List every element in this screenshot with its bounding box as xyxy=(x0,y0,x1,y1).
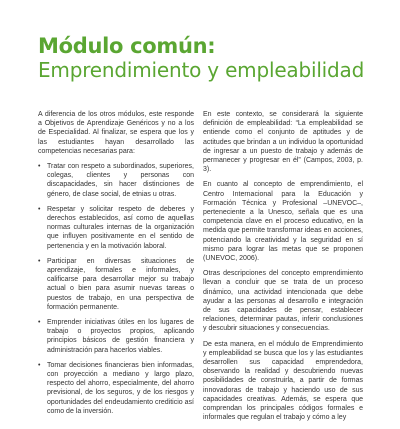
paragraph: En este contexto, se considerará la siguiente definición de empleabilidad: “La empleabilidad se entiende como el conjunto de aptitudes y de actitudes que brindan a un individuo la oportunidad de ingresar a un puesto de trabajo y además de permanecer y progresar en él” (Campos, 2003, p. 3). xyxy=(203,111,363,174)
intro-paragraph: A diferencia de los otros módulos, este responde a Objetivos de Aprendizaje Genéricos y no a los de Especialidad. Al finalizar, se espera que los y las estudiantes hayan desarrollado las competencias necesarias para: xyxy=(38,111,194,155)
paragraph: De esta manera, en el módulo de Emprendimiento y empleabilidad se busca que los y las estudiantes desarrollen sus capacidad emprendedora, observando la realidad y descubriendo nuevas posibilidades de construirla, a partir de formas innovadoras de trabajo y haciendo uso de sus capacidades creativas. Además, se espera que comprendan los principales códigos formales e informales que regulan el trabajo y cómo a ley xyxy=(203,340,363,422)
paragraph: En cuanto al concepto de emprendimiento, el Centro Internacional para la Educación y Formación Técnica y Profesional –UNEVOC–, perteneciente a la Unesco, señala que es una competencia clave en el proceso educativo, en la medida que permite transformar ideas en acciones, potenciando la creatividad y la seguridad en sí mismo para lograr las metas que se proponen (UNEVOC, 2006). xyxy=(203,181,363,263)
paragraph: Otras descripciones del concepto emprendimiento llevan a concluir que se trata de un proceso dinámico, una actividad intencionada que debe ayudar a las personas al desarrollo e integración de sus capacidades de pensar, establecer relaciones, determinar pautas, inferir conclusiones y descubrir situaciones y consecuencias. xyxy=(203,270,363,333)
list-item: • Emprender iniciativas útiles en los lugares de trabajo o proyectos propios, aplicando principios básicos de gestión financiera y administración para hacerlos viables. xyxy=(38,318,194,355)
right-column xyxy=(203,110,363,429)
page-title: Módulo común: xyxy=(38,34,216,58)
list-item: • Tomar decisiones financieras bien informadas, con proyección a mediano y largo plazo, respecto del ahorro, especialmente, del ahorro previsional, de los seguros, y de los riesgos y oportunidades del endeudamiento crediticio así como de la inversión. xyxy=(38,361,194,416)
competency-list xyxy=(38,162,194,416)
list-item: • Tratar con respeto a subordinados, superiores, colegas, clientes y personas con discapacidades, sin hacer distinciones de género, de clase social, de etnias u otras. xyxy=(38,162,194,199)
left-column xyxy=(38,110,194,422)
list-item: • Respetar y solicitar respeto de deberes y derechos establecidos, así como de aquellas normas culturales internas de la organización que influyen positivamente en el sentido de pertenencia y en la motivación laboral. xyxy=(38,205,194,251)
page-subtitle: Emprendimiento y empleabilidad xyxy=(38,58,365,82)
list-item: • Participar en diversas situaciones de aprendizaje, formales e informales, y calificarse para desarrollar mejor su trabajo actual o bien para asumir nuevas tareas o puestos de trabajo, en una perspectiva de formación permanente. xyxy=(38,257,194,312)
